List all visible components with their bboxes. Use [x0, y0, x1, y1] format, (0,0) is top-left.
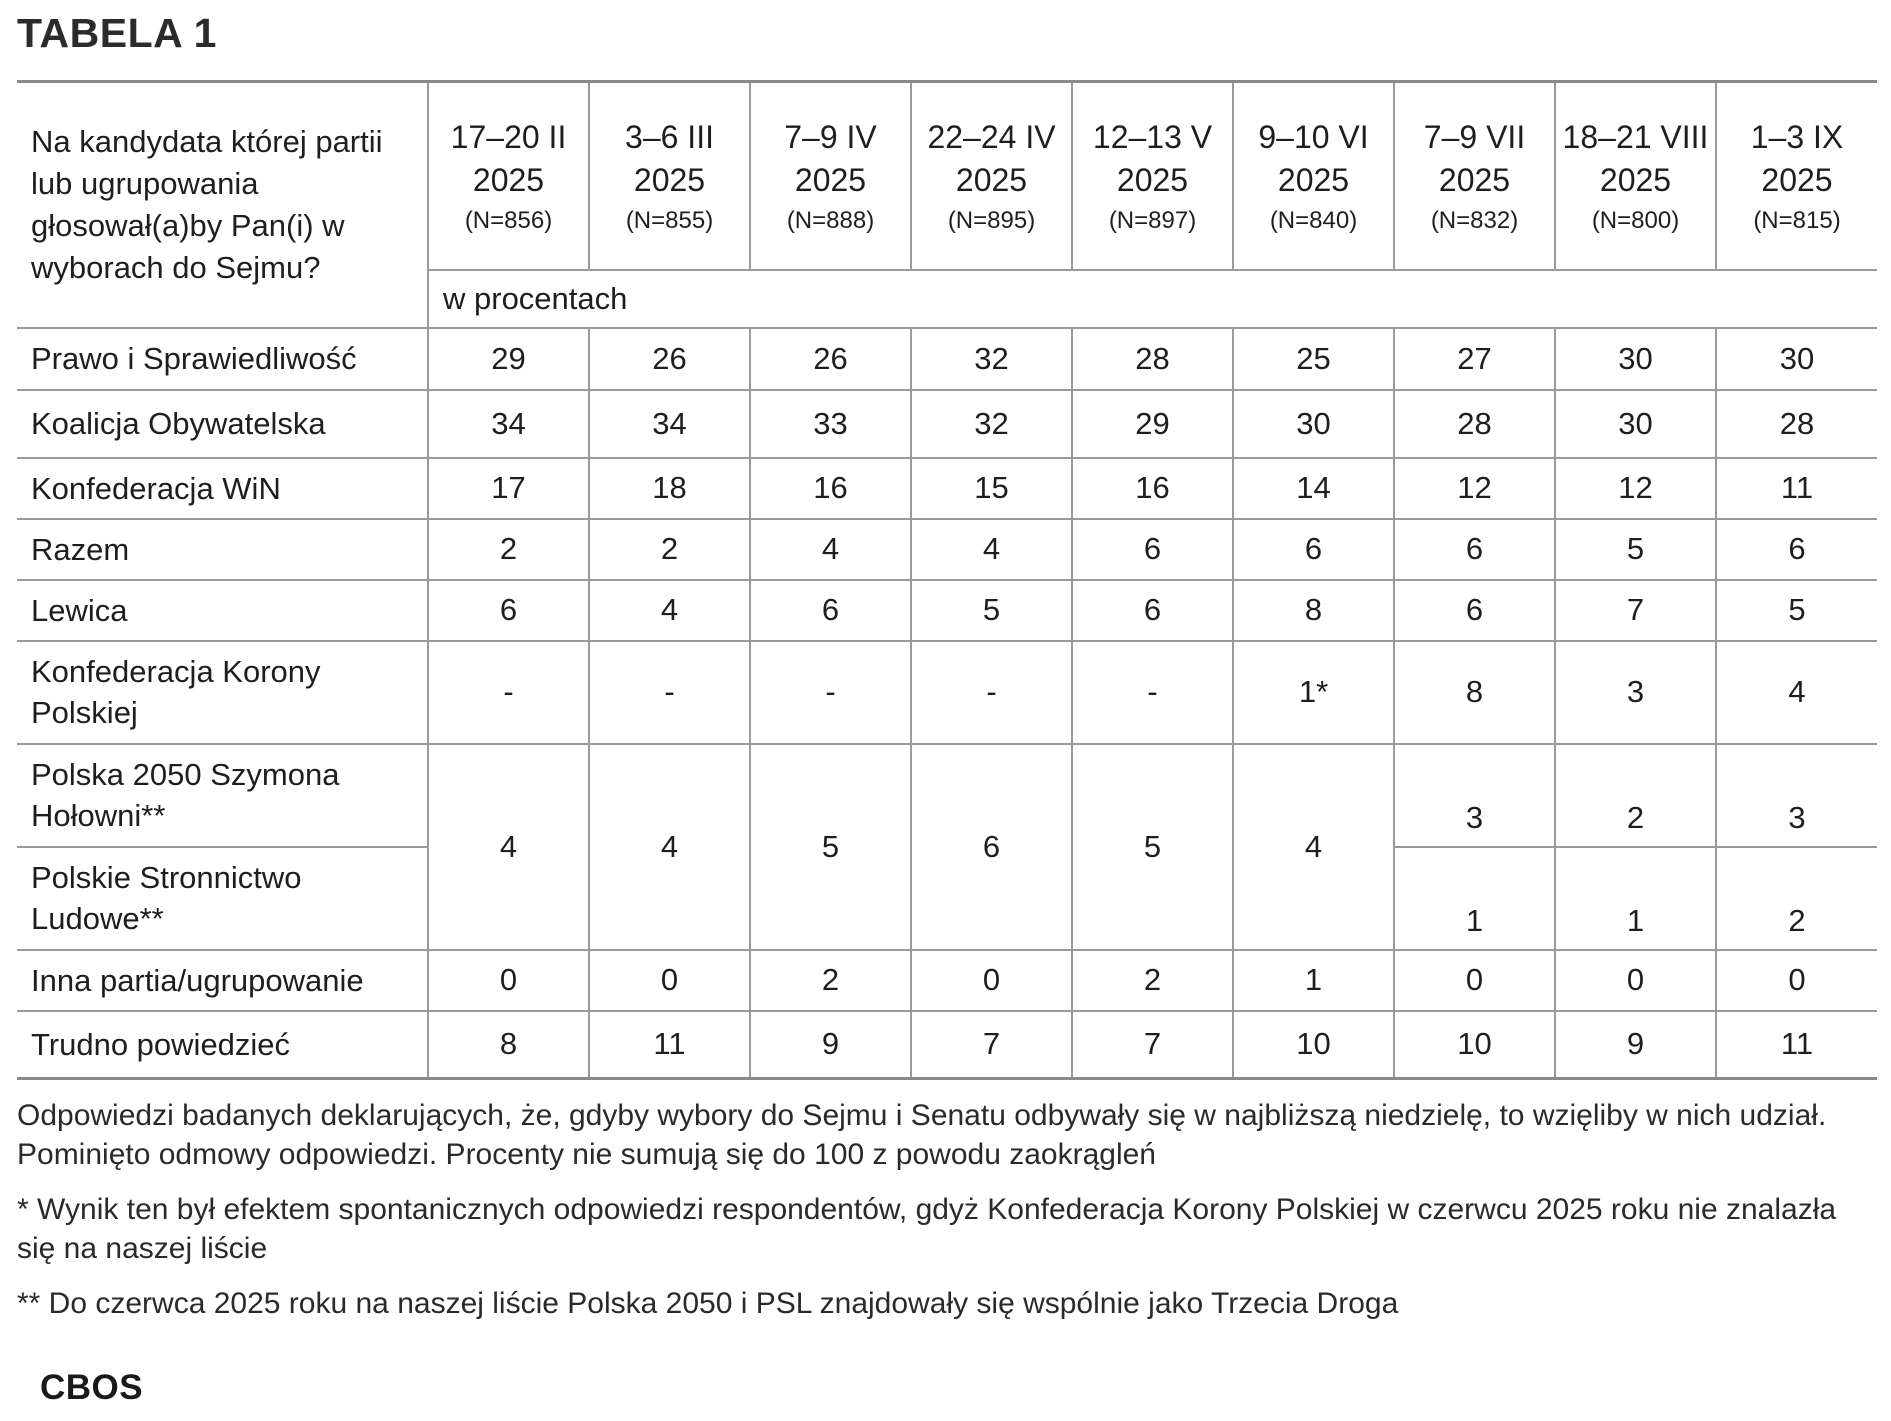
- value-cell: 2: [428, 519, 589, 580]
- merged-value-cell: 4: [428, 744, 589, 950]
- value-cell: 9: [1555, 1011, 1716, 1079]
- value-cell: 32: [911, 328, 1072, 390]
- value-cell: -: [428, 641, 589, 744]
- value-cell: 7: [1555, 580, 1716, 641]
- footnote-double-asterisk: ** Do czerwca 2025 roku na naszej liście Polska 2050 i PSL znajdowały się wspólnie jako Trzecia Droga: [17, 1287, 1399, 1320]
- value-cell: 27: [1394, 328, 1555, 390]
- value-cell: 18: [589, 458, 750, 519]
- value-cell: 29: [1072, 390, 1233, 458]
- value-cell: 0: [428, 950, 589, 1011]
- value-cell: 15: [911, 458, 1072, 519]
- party-label: Trudno powiedzieć: [17, 1011, 428, 1079]
- value-cell: 1: [1555, 847, 1716, 950]
- value-cell: 11: [1716, 458, 1877, 519]
- value-cell: 0: [1555, 950, 1716, 1011]
- party-label: Inna partia/ugrupowanie: [17, 950, 428, 1011]
- party-label: Polskie Stronnictwo Ludowe**: [17, 847, 428, 950]
- value-cell: 34: [589, 390, 750, 458]
- column-header: 12–13 V 2025 (N=897): [1072, 82, 1233, 270]
- value-cell: 6: [1394, 580, 1555, 641]
- value-cell: 25: [1233, 328, 1394, 390]
- table-row: [17, 458, 1877, 519]
- column-header: 22–24 IV 2025 (N=895): [911, 82, 1072, 270]
- value-cell: 1: [1233, 950, 1394, 1011]
- value-cell: 7: [1072, 1011, 1233, 1079]
- value-cell: 2: [589, 519, 750, 580]
- value-cell: 0: [1716, 950, 1877, 1011]
- party-label: Koalicja Obywatelska: [17, 390, 428, 458]
- value-cell: 29: [428, 328, 589, 390]
- party-label: Konfederacja Korony Polskiej: [17, 641, 428, 744]
- value-cell: 26: [589, 328, 750, 390]
- value-cell: 12: [1555, 458, 1716, 519]
- footnote-general: Odpowiedzi badanych deklarujących, że, gdyby wybory do Sejmu i Senatu odbywały się w najbliższą niedzielę, to wzięliby w nich udział. Pominięto odmowy odpowiedzi. Procenty nie sumują się do 100 z powodu zaokrągleń: [17, 1099, 1827, 1171]
- value-cell: 10: [1394, 1011, 1555, 1079]
- value-cell: 16: [1072, 458, 1233, 519]
- cbos-logo: CBOS: [40, 1368, 144, 1407]
- value-cell: 3: [1716, 744, 1877, 847]
- value-cell: 28: [1072, 328, 1233, 390]
- value-cell: 2: [1072, 950, 1233, 1011]
- table-row: [17, 950, 1877, 1011]
- table-row: [17, 1011, 1877, 1079]
- merged-value-cell: 6: [911, 744, 1072, 950]
- column-header: 9–10 VI 2025 (N=840): [1233, 82, 1394, 270]
- party-label: Konfederacja WiN: [17, 458, 428, 519]
- value-cell: 6: [1716, 519, 1877, 580]
- table-row: [17, 519, 1877, 580]
- value-cell: 2: [1716, 847, 1877, 950]
- value-cell: -: [750, 641, 911, 744]
- value-cell: 30: [1555, 390, 1716, 458]
- poll-table: [17, 80, 1877, 1080]
- value-cell: 3: [1555, 641, 1716, 744]
- value-cell: 2: [1555, 744, 1716, 847]
- party-label: Prawo i Sprawiedliwość: [17, 328, 428, 390]
- column-header: 3–6 III 2025 (N=855): [589, 82, 750, 270]
- value-cell: 5: [1555, 519, 1716, 580]
- unit-label: w procentach: [428, 270, 1877, 328]
- table-row: [17, 580, 1877, 641]
- value-cell: 6: [1072, 580, 1233, 641]
- table-row: [17, 328, 1877, 390]
- merged-value-cell: 5: [1072, 744, 1233, 950]
- value-cell: 11: [589, 1011, 750, 1079]
- value-cell: 32: [911, 390, 1072, 458]
- value-cell: 34: [428, 390, 589, 458]
- value-cell: 5: [911, 580, 1072, 641]
- party-label: Polska 2050 Szymona Hołowni**: [17, 744, 428, 847]
- value-cell: 6: [428, 580, 589, 641]
- column-header: 7–9 VII 2025 (N=832): [1394, 82, 1555, 270]
- value-cell: 4: [911, 519, 1072, 580]
- value-cell: 6: [1394, 519, 1555, 580]
- column-header: 18–21 VIII 2025 (N=800): [1555, 82, 1716, 270]
- party-label: Razem: [17, 519, 428, 580]
- footnotes: [17, 1096, 1877, 1339]
- value-cell: 0: [911, 950, 1072, 1011]
- party-label: Lewica: [17, 580, 428, 641]
- value-cell: 9: [750, 1011, 911, 1079]
- value-cell: 30: [1716, 328, 1877, 390]
- column-header: 1–3 IX 2025 (N=815): [1716, 82, 1877, 270]
- value-cell: 1*: [1233, 641, 1394, 744]
- value-cell: 17: [428, 458, 589, 519]
- table-row: [17, 641, 1877, 744]
- value-cell: -: [589, 641, 750, 744]
- value-cell: 8: [1233, 580, 1394, 641]
- value-cell: 16: [750, 458, 911, 519]
- footnote-asterisk: * Wynik ten był efektem spontanicznych odpowiedzi respondentów, gdyż Konfederacja Korony Polskiej w czerwcu 2025 roku nie znalazła się na naszej liście: [17, 1193, 1837, 1265]
- value-cell: 4: [589, 580, 750, 641]
- value-cell: 6: [1072, 519, 1233, 580]
- value-cell: 6: [1233, 519, 1394, 580]
- value-cell: 11: [1716, 1011, 1877, 1079]
- value-cell: 8: [1394, 641, 1555, 744]
- table-row: [17, 744, 1877, 847]
- column-header: 7–9 IV 2025 (N=888): [750, 82, 911, 270]
- value-cell: 33: [750, 390, 911, 458]
- value-cell: 0: [1394, 950, 1555, 1011]
- value-cell: 26: [750, 328, 911, 390]
- value-cell: 28: [1716, 390, 1877, 458]
- value-cell: 1: [1394, 847, 1555, 950]
- value-cell: 10: [1233, 1011, 1394, 1079]
- value-cell: 4: [750, 519, 911, 580]
- value-cell: 3: [1394, 744, 1555, 847]
- value-cell: 5: [1716, 580, 1877, 641]
- value-cell: 12: [1394, 458, 1555, 519]
- value-cell: 2: [750, 950, 911, 1011]
- value-cell: 30: [1233, 390, 1394, 458]
- value-cell: 30: [1555, 328, 1716, 390]
- question-header: Na kandydata której partii lub ugrupowania głosował(a)by Pan(i) w wyborach do Sejmu?: [17, 82, 428, 328]
- merged-value-cell: 4: [589, 744, 750, 950]
- merged-value-cell: 4: [1233, 744, 1394, 950]
- value-cell: 6: [750, 580, 911, 641]
- table-row: [17, 390, 1877, 458]
- value-cell: 0: [589, 950, 750, 1011]
- value-cell: -: [1072, 641, 1233, 744]
- column-header: 17–20 II 2025 (N=856): [428, 82, 589, 270]
- value-cell: -: [911, 641, 1072, 744]
- value-cell: 14: [1233, 458, 1394, 519]
- value-cell: 7: [911, 1011, 1072, 1079]
- header-row: [17, 82, 1877, 270]
- value-cell: 8: [428, 1011, 589, 1079]
- table-title: TABELA 1: [17, 10, 217, 56]
- value-cell: 4: [1716, 641, 1877, 744]
- value-cell: 28: [1394, 390, 1555, 458]
- merged-value-cell: 5: [750, 744, 911, 950]
